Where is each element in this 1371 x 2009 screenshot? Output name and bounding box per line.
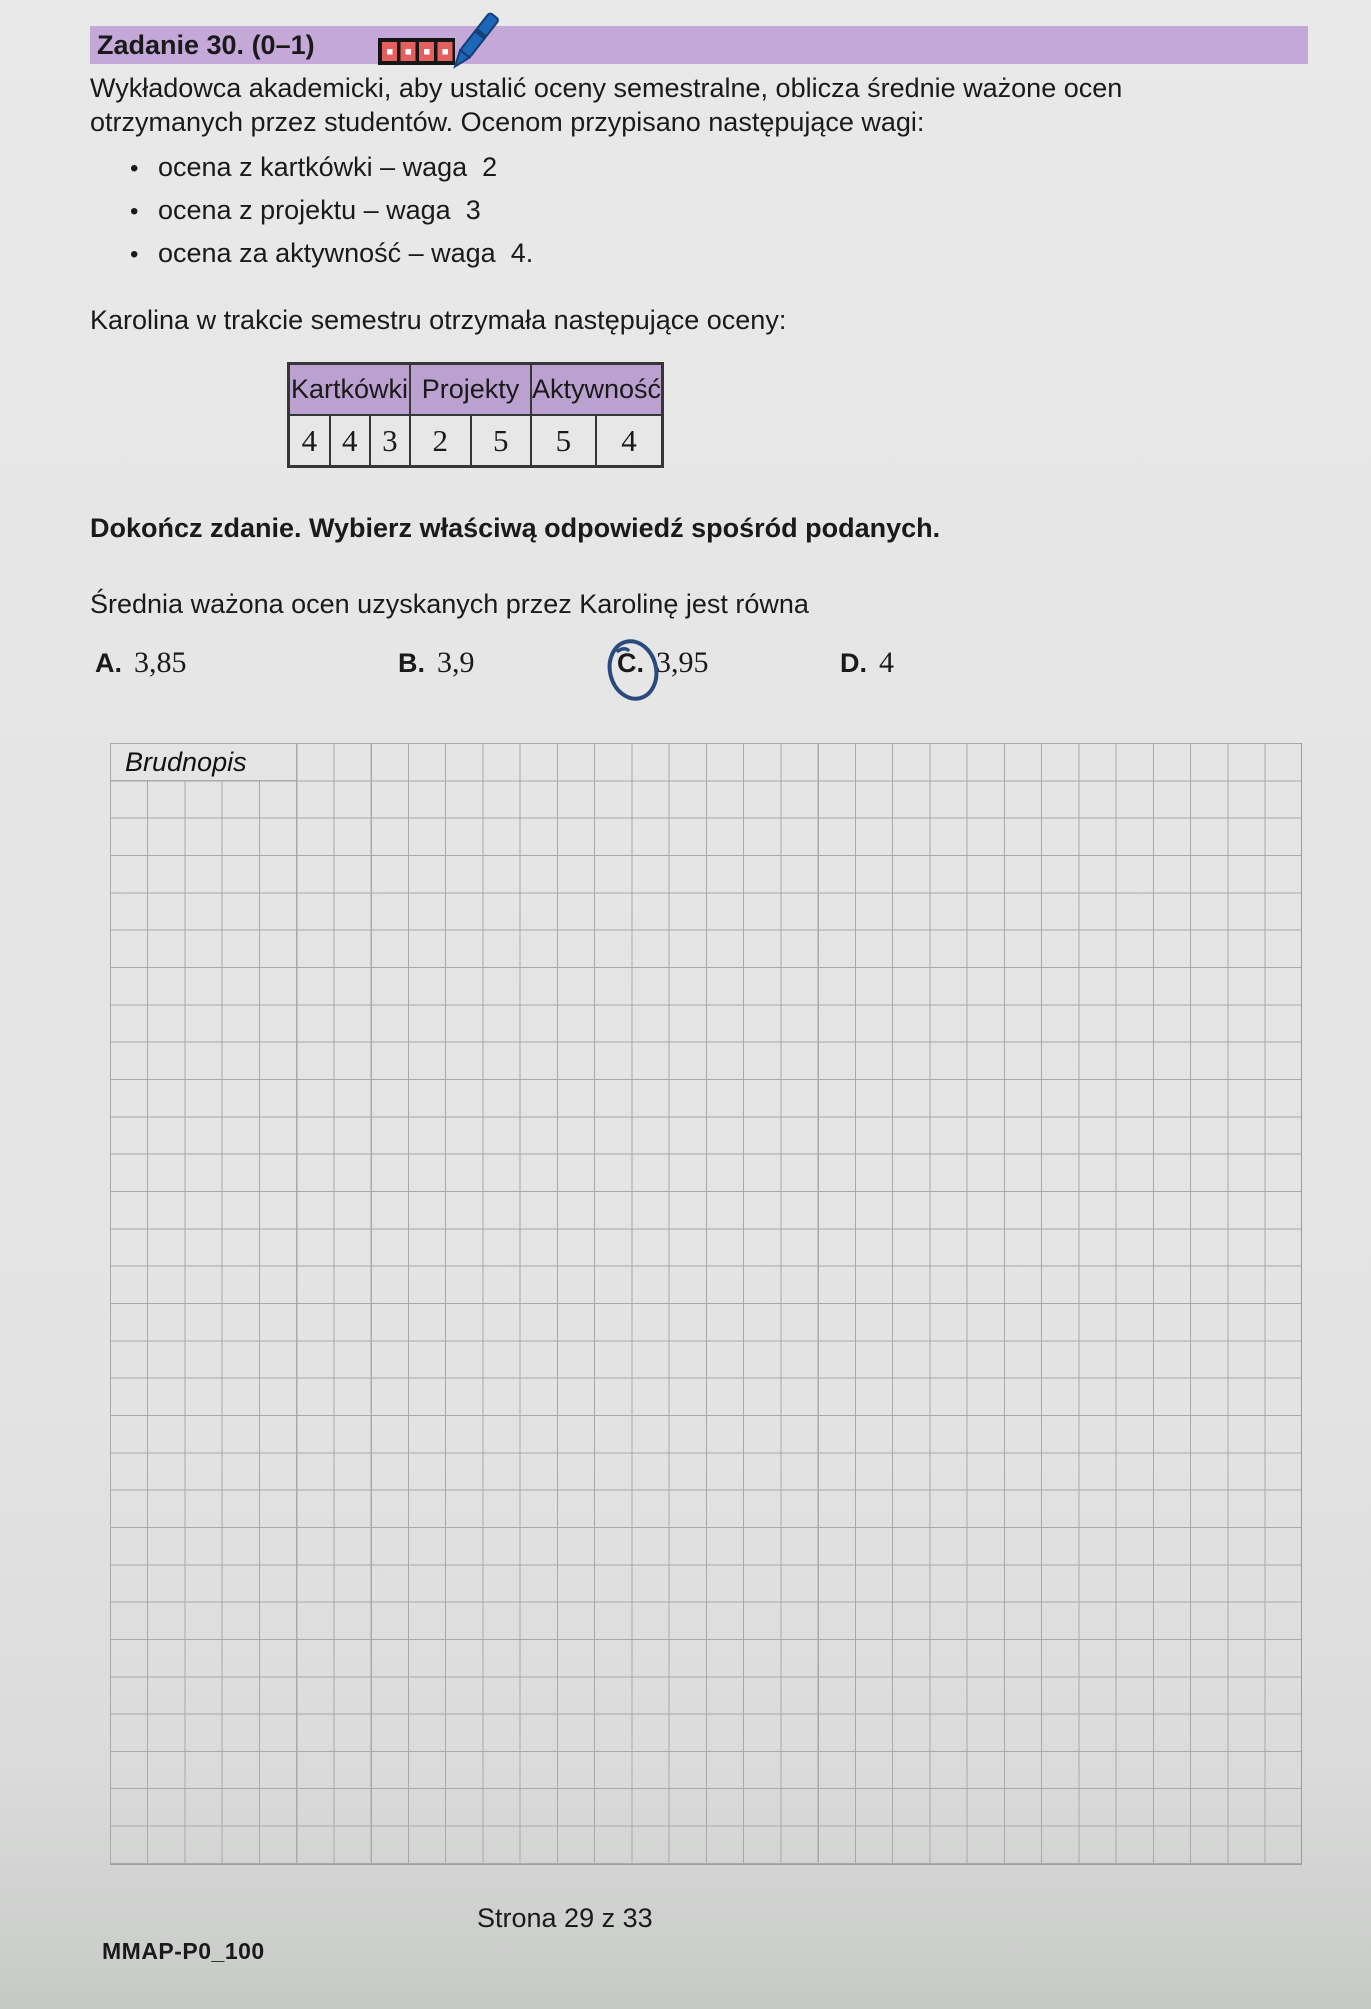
answer-option-b[interactable] (398, 646, 475, 680)
intro-line-1: Wykładowca akademicki, aby ustalić oceny semestralne, oblicza średnie ważone ocen (90, 73, 1123, 103)
bullet-item (90, 236, 533, 270)
answer-option-d[interactable] (840, 646, 894, 680)
weights-bullet-list (90, 150, 533, 279)
question-instruction: Dokończ zdanie. Wybierz właściwą odpowiedź spośród podanych. (90, 513, 941, 543)
bullet-dot-icon: • (130, 155, 139, 182)
task-intro-paragraph (90, 71, 1122, 139)
grade-cell: 3 (370, 415, 410, 467)
question-stem: Średnia ważona ocen uzyskanych przez Karolinę jest równa (90, 589, 809, 619)
task-title: Zadanie 30. (0–1) (97, 29, 315, 60)
scratchpad-grid[interactable] (110, 743, 1302, 1865)
grades-table (287, 362, 664, 468)
document-code: MMAP-P0_100 (102, 1938, 265, 1964)
column-header-aktywnosc: Aktywność (531, 364, 663, 416)
bullet-dot-icon: • (130, 198, 139, 225)
bullet-item (90, 193, 533, 227)
answer-letter: D. (840, 648, 867, 678)
grades-table-values-row (289, 415, 663, 467)
column-header-kartkowki: Kartkówki (289, 364, 411, 416)
grade-cell: 4 (596, 415, 663, 467)
column-header-projekty: Projekty (410, 364, 531, 416)
answer-letter: C. (617, 648, 644, 679)
answer-value: 3,95 (656, 646, 709, 679)
bullet-text: ocena z kartkówki – waga 2 (158, 152, 498, 182)
grade-cell: 2 (410, 415, 471, 467)
bullet-dot-icon: • (130, 241, 139, 268)
answer-value: 3,85 (134, 646, 187, 679)
page-number: Strona 29 z 33 (477, 1903, 653, 1933)
intro-line-2: otrzymanych przez studentów. Ocenom przypisano następujące wagi: (90, 107, 925, 137)
answer-letter: A. (95, 648, 122, 678)
answer-value: 4 (879, 646, 894, 679)
grade-cell: 4 (330, 415, 370, 467)
answer-options-row (90, 646, 1308, 710)
bullet-text: ocena za aktywność – waga 4. (158, 238, 534, 268)
grade-cell: 5 (531, 415, 596, 467)
bullet-text: ocena z projektu – waga 3 (158, 195, 481, 225)
answer-letter: B. (398, 648, 425, 678)
answer-option-c[interactable] (617, 646, 709, 680)
grades-lead-in: Karolina w trakcie semestru otrzymała następujące oceny: (90, 305, 787, 335)
answer-option-a[interactable] (95, 646, 187, 680)
grade-cell: 4 (289, 415, 330, 467)
grades-table-header-row (289, 364, 663, 416)
pen-icon (450, 12, 499, 70)
answer-value: 3,9 (437, 646, 475, 679)
bullet-item (90, 150, 533, 184)
grade-cell: 5 (471, 415, 532, 467)
task-header-bar (90, 26, 1308, 64)
scratchpad-label: Brudnopis (110, 743, 297, 781)
